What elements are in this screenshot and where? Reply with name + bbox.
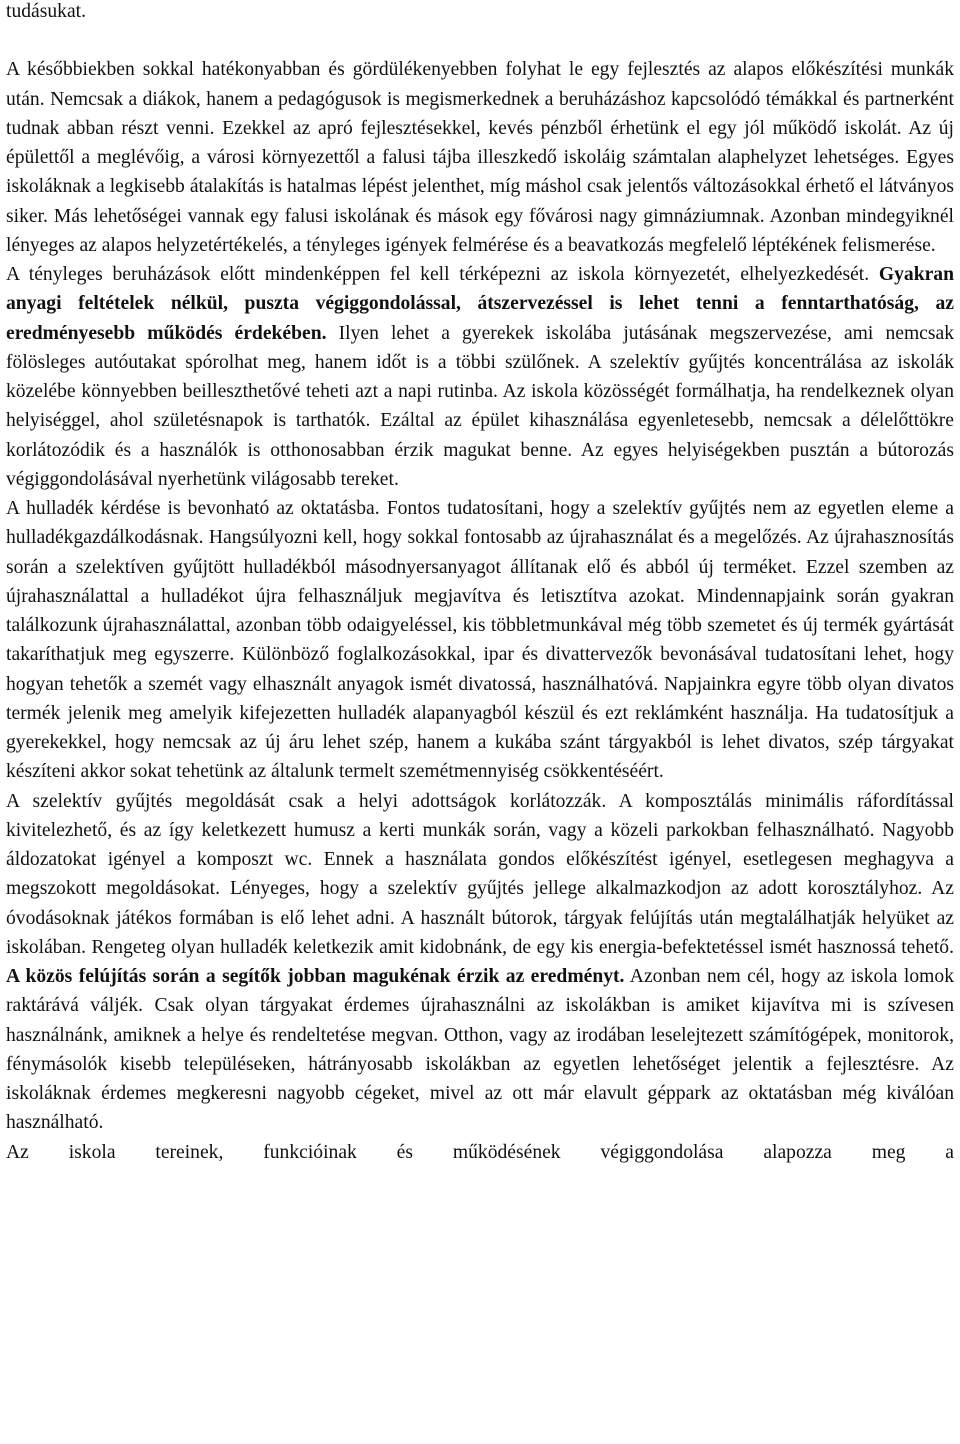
paragraph-selective-text-1: A szelektív gyűjtés megoldását csak a helyi adottságok korlátozzák. A komposztálás minimális ráfordítással kivitelezhető, és az így keletkezett humusz a kerti munkák során, vagy a közeli parkokban felhasználható. Nagyobb áldozatokat igényel a komposzt wc. Ennek a használata gondos előkészítést igényel, esetlegesen meghagyva a megszokott megoldásokat. Lényeges, hogy a szelektív gyűjtés jellege alkalmazkodjon az adott korosztályhoz. Az óvodásoknak játékos formában is elő lehet adni. A használt bútorok, tárgyak felújítás után megtalálhatják helyüket az iskolában. Rengeteg olyan hulladék keletkezik amit kidobnánk, de egy kis energia-befektetéssel ismét hasznossá tehető. bbox=[6, 790, 954, 958]
paragraph-investment bbox=[6, 260, 954, 494]
intro-line: tudásukat. bbox=[6, 1, 86, 22]
paragraph-spaces bbox=[6, 1138, 954, 1167]
paragraph-investment-bold: Gyakran anyagi feltételek nélkül, puszta végiggondolással, átszervezéssel is lehet tenni a fenntarthatóság, az eredményesebb működés érdekében. bbox=[6, 264, 954, 344]
paragraph-selective-collection bbox=[6, 787, 954, 1138]
paragraph-spaces-text: Az iskola tereinek, funkcióinak és működésének végiggondolása alapozza meg a bbox=[6, 1141, 954, 1163]
paragraph-development-text: A későbbiekben sokkal hatékonyabban és gördülékenyebben folyhat le egy fejlesztés az alapos előkészítési munkák után. Nemcsak a diákok, hanem a pedagógusok is megismerkednek a beruházáshoz kapcsolódó témákkal és partnerként tudnak abban részt venni. Ezekkel az apró fejlesztésekkel, kevés pénzből érhetünk el egy jól működő iskolát. Az új épülettől a meglévőig, a városi környezettől a falusi tájba illeszkedő iskoláig számtalan alaphelyzet lehetséges. Egyes iskoláknak a legkisebb átalakítás is hatalmas lépést jelenthet, míg máshol csak jelentős változásokkal érhető el látványos siker. Más lehetőségei vannak egy falusi iskolának és mások egy fővárosi nagy gimnáziumnak. Azonban mindegyiknél lényeges az alapos helyzetértékelés, a tényleges igények felmérése és a beavatkozás megfelelő léptékének felismerése. bbox=[6, 59, 954, 256]
paragraph-development bbox=[6, 55, 954, 260]
paragraph-investment-text-2: Ilyen lehet a gyerekek iskolába jutásának megszervezése, ami nemcsak fölösleges autóutakat spórolhat meg, hanem időt is a többi szülőnek. A szelektív gyűjtés koncentrálása az iskolák közelébe könnyebben beilleszthetővé teheti azt a napi rutinba. Az iskola közösségét formálhatja, ha rendelkeznek olyan helyiséggel, ahol születésnapok is tarthatók. Ezáltal az épület kihasználása egyenletesebb, nemcsak a délelőttökre korlátozódik és a használók is otthonosabban érzik magukat benne. Az egyes helyiségekben pusztán a bútorozás végiggondolásával nyerhetünk világosabb tereket. bbox=[6, 322, 954, 490]
paragraph-waste bbox=[6, 494, 954, 787]
paragraph-spacer bbox=[6, 26, 954, 55]
paragraph-selective-text-2: Azonban nem cél, hogy az iskola lomok raktárává váljék. Csak olyan tárgyakat érdemes újrahasználni az iskolákban is amiket kijavítva mi is szívesen használnánk, amiknek a helye és rendeltetése megvan. Otthon, vagy az irodában leselejtezett számítógépek, monitorok, fénymásolók kisebb településeken, hátrányosabb iskolákban az egyetlen lehetőséget jelentik a fejlesztésre. Az iskoláknak érdemes megkeresni nagyobb cégeket, mivel az ott már elavult géppark az oktatásban még kiválóan használható. bbox=[6, 966, 954, 1134]
paragraph-selective-bold: A közös felújítás során a segítők jobban magukénak érzik az eredményt. bbox=[6, 966, 625, 987]
paragraph-investment-text-1: A tényleges beruházások előtt mindenképpen fel kell térképezni az iskola környezetét, elhelyezkedését. bbox=[6, 264, 879, 285]
paragraph-waste-text: A hulladék kérdése is bevonható az oktatásba. Fontos tudatosítani, hogy a szelektív gyűjtés nem az egyetlen eleme a hulladékgazdálkodásnak. Hangsúlyozni kell, hogy sokkal fontosabb az újrahasználat és a megelőzés. Az újrahasznosítás során a szelektíven gyűjtött hulladékból másodnyersanyagot állítanak elő és abból új terméket. Ezzel szemben az újrahasználattal a hulladékot újra felhasználjuk megjavítva és letisztítva azokat. Mindennapjaink során gyakran találkozunk újrahasználattal, azonban több odaigyeléssel, kis többletmunkával még több szemetet és új termék gyártását takaríthatjuk meg egyszerre. Különböző foglalkozásokkal, ipar és divattervezők bevonásával tudatosítani lehet, hogy hogyan tehetők a szemét vagy elhasznált anyagok ismét divatossá, használhatóvá. Napjainkra egyre több olyan divatos termék jelenik meg amelyik kifejezetten hulladék alapanyagból készül és ezt reklámként használja. Ha tudatosítjuk a gyerekekkel, hogy nemcsak az új áru lehet szép, hanem a kukába szánt tárgyakból is lehet divatos, szép tárgyakat készíteni akkor sokat tehetünk az általunk termelt szemétmennyiség csökkentéséért. bbox=[6, 498, 954, 783]
